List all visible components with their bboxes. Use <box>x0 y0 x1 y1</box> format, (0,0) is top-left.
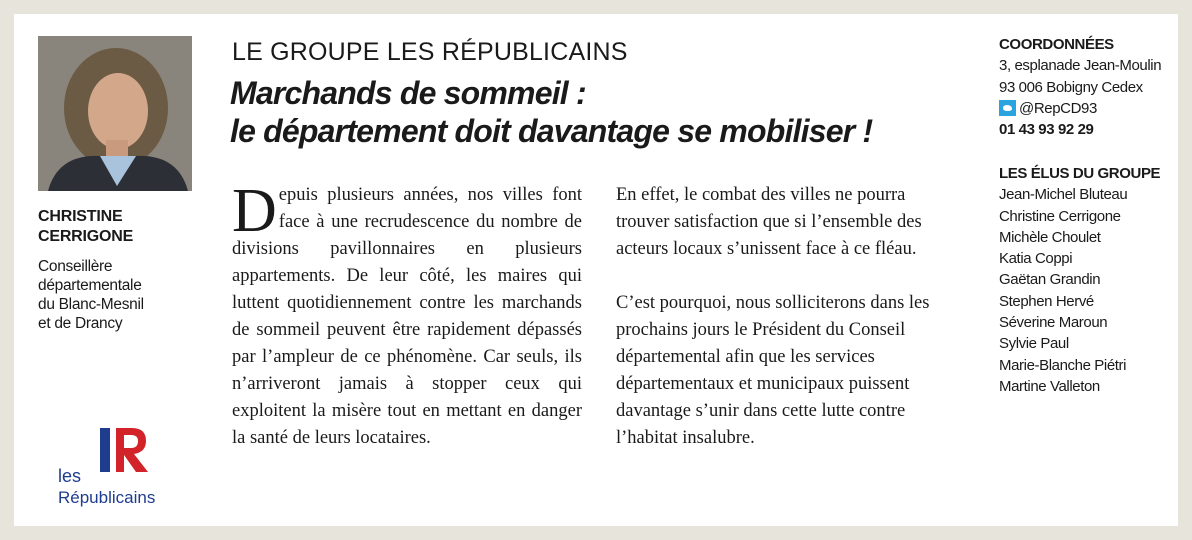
logo-text-les: les <box>58 466 82 486</box>
author-role <box>38 257 198 333</box>
les-republicains-logo <box>54 424 184 514</box>
role-line: départementale <box>38 277 142 294</box>
member-name: Katia Coppi <box>999 250 1073 268</box>
contact-block <box>999 34 1174 140</box>
group-kicker: LE GROUPE LES RÉPUBLICAINS <box>232 38 628 66</box>
role-line: du Blanc-Mesnil <box>38 296 144 313</box>
author-name-line1: CHRISTINE <box>38 208 123 225</box>
headline-line2: le département doit davantage se mobiliser ! <box>230 113 873 149</box>
column-1-text: epuis plusieurs années, nos villes font face à une recrudescence du nombre de divisions pavillonnaires en plusieurs appartements. De leur côté, les maires qui luttent quotidiennement contre les marchands de sommeil peuvent être rapidement dépassés par l’ampleur de ce phénomène. Car seuls, ils n’arriveront jamais à stopper ceux qui exploitent la misère tout en mettant en danger la santé de leurs locataires. <box>232 185 582 448</box>
group-members-block <box>999 163 1174 397</box>
author-name <box>38 207 198 247</box>
member-name: Michèle Choulet <box>999 228 1101 246</box>
member-name: Marie-Blanche Piétri <box>999 356 1127 374</box>
article-column-1 <box>232 177 582 452</box>
role-line: et de Drancy <box>38 315 123 332</box>
headline-line1: Marchands de sommeil : <box>230 75 586 111</box>
contact-heading: COORDONNÉES <box>999 36 1114 53</box>
member-name: Gaëtan Grandin <box>999 271 1101 289</box>
author-photo <box>38 36 192 191</box>
column-2-paragraph-1: En effet, le combat des villes ne pourra trouver satisfaction que si l’ensemble des acteurs locaux s’unissent face à ce fléau. <box>616 185 922 259</box>
dropcap: D <box>232 177 277 245</box>
article-page <box>14 14 1178 526</box>
logo-text-republicains: Républicains <box>58 488 156 507</box>
member-name: Stephen Hervé <box>999 292 1094 310</box>
article-column-2 <box>616 182 961 452</box>
headline <box>230 74 970 150</box>
member-name: Jean-Michel Bluteau <box>999 186 1128 204</box>
twitter-handle[interactable]: @RepCD93 <box>1019 99 1097 117</box>
member-name: Séverine Maroun <box>999 314 1108 332</box>
group-heading: LES ÉLUS DU GROUPE <box>999 165 1161 182</box>
author-name-line2: CERRIGONE <box>38 228 134 245</box>
twitter-icon <box>999 100 1016 116</box>
phone-number: 01 43 93 92 29 <box>999 121 1094 139</box>
address-line1: 3, esplanade Jean-Moulin <box>999 57 1162 75</box>
member-name: Christine Cerrigone <box>999 207 1121 225</box>
member-name: Martine Valleton <box>999 377 1100 395</box>
lr-mark-icon <box>94 424 174 474</box>
address-line2: 93 006 Bobigny Cedex <box>999 78 1143 96</box>
column-2-paragraph-2: C’est pourquoi, nous solliciterons dans les prochains jours le Président du Conseil départemental afin que les services départementaux et municipaux puissent davantage s’unir dans cette lutte contre l’habitat insalubre. <box>616 293 930 448</box>
member-name: Sylvie Paul <box>999 335 1069 353</box>
twitter-handle-row[interactable] <box>999 98 1174 119</box>
role-line: Conseillère <box>38 258 113 275</box>
